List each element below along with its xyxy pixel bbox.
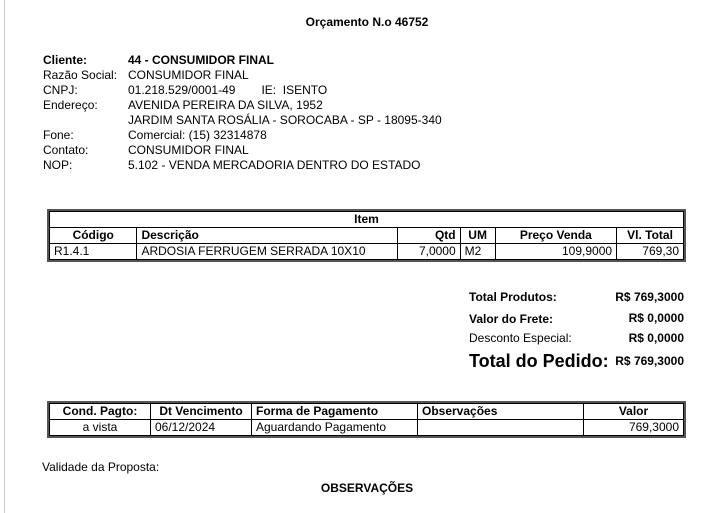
total-produtos-value: R$ 769,3000 (615, 290, 684, 304)
client-info-block (43, 53, 442, 173)
cliente-label: Cliente: (43, 53, 88, 67)
ie-value: ISENTO (282, 83, 328, 97)
table-row (50, 420, 684, 436)
table-row (50, 244, 684, 260)
observacoes-title: OBSERVAÇÕES (320, 481, 414, 495)
razao-value: CONSUMIDOR FINAL (128, 68, 249, 82)
total-pedido-label: Total do Pedido: (469, 351, 609, 371)
pay-header-cond: Cond. Pagto: (50, 404, 151, 420)
frete-value: R$ 0,0000 (628, 311, 684, 325)
client-row (43, 53, 442, 68)
items-section-title: Item (50, 212, 684, 228)
pay-header-vencimento: Dt Vencimento (151, 404, 252, 420)
endereco-line2: JARDIM SANTA ROSÁLIA - SOROCABA - SP - 18095-340 (128, 113, 442, 127)
contato-value: CONSUMIDOR FINAL (128, 143, 249, 157)
items-table (49, 211, 684, 260)
contato-label: Contato: (43, 143, 89, 157)
desconto-value: R$ 0,0000 (628, 331, 684, 345)
ie-label: IE: (261, 83, 277, 97)
item-qtd: 7,0000 (397, 244, 460, 260)
item-codigo: R1.4.1 (50, 244, 137, 260)
total-produtos-label: Total Produtos: (469, 290, 557, 304)
endereco-row (43, 98, 442, 113)
fone-label: Fone: (43, 128, 74, 142)
endereco-row-2 (43, 113, 442, 128)
pay-observacoes (418, 420, 584, 436)
item-total: 769,30 (617, 244, 684, 260)
page-left-border (4, 0, 5, 513)
fone-value: Comercial: (15) 32314878 (128, 128, 267, 142)
item-um: M2 (460, 244, 495, 260)
payment-header-row (50, 404, 684, 420)
contato-row (43, 143, 442, 158)
pay-valor: 769,3000 (584, 420, 684, 436)
desconto-label: Desconto Especial: (469, 331, 572, 345)
razao-label: Razão Social: (43, 68, 118, 82)
cliente-value: 44 - CONSUMIDOR FINAL (128, 53, 275, 67)
pay-header-valor: Valor (584, 404, 684, 420)
nop-label: NOP: (43, 158, 73, 172)
cnpj-value: 01.218.529/0001-49 (128, 83, 236, 97)
item-descricao: ARDOSIA FERRUGEM SERRADA 10X10 (137, 244, 397, 260)
pay-forma: Aguardando Pagamento (252, 420, 418, 436)
nop-value: 5.102 - VENDA MERCADORIA DENTRO DO ESTADO (128, 158, 421, 172)
endereco-line1: AVENIDA PEREIRA DA SILVA, 1952 (128, 98, 323, 112)
cnpj-row (43, 83, 442, 98)
page-title: Orçamento N.o 46752 (305, 15, 429, 29)
items-header-codigo: Código (50, 228, 137, 244)
payment-table (49, 403, 684, 436)
endereco-label: Endereço: (43, 98, 98, 112)
items-header-row (50, 228, 684, 244)
items-header-qtd: Qtd (397, 228, 460, 244)
frete-label: Valor do Frete: (469, 312, 554, 326)
items-header-um: UM (460, 228, 495, 244)
pay-vencimento: 06/12/2024 (151, 420, 252, 436)
razao-row (43, 68, 442, 83)
cnpj-label: CNPJ: (43, 83, 78, 97)
item-preco: 109,9000 (495, 244, 616, 260)
fone-row (43, 128, 442, 143)
validade-label: Validade da Proposta: (42, 460, 160, 474)
pay-cond: a vista (50, 420, 151, 436)
items-header-total: Vl. Total (617, 228, 684, 244)
total-pedido-value: R$ 769,3000 (615, 354, 684, 368)
items-header-descricao: Descrição (137, 228, 397, 244)
nop-row (43, 158, 442, 173)
pay-header-forma: Forma de Pagamento (252, 404, 418, 420)
pay-header-observacoes: Observações (418, 404, 584, 420)
items-header-preco: Preço Venda (495, 228, 616, 244)
